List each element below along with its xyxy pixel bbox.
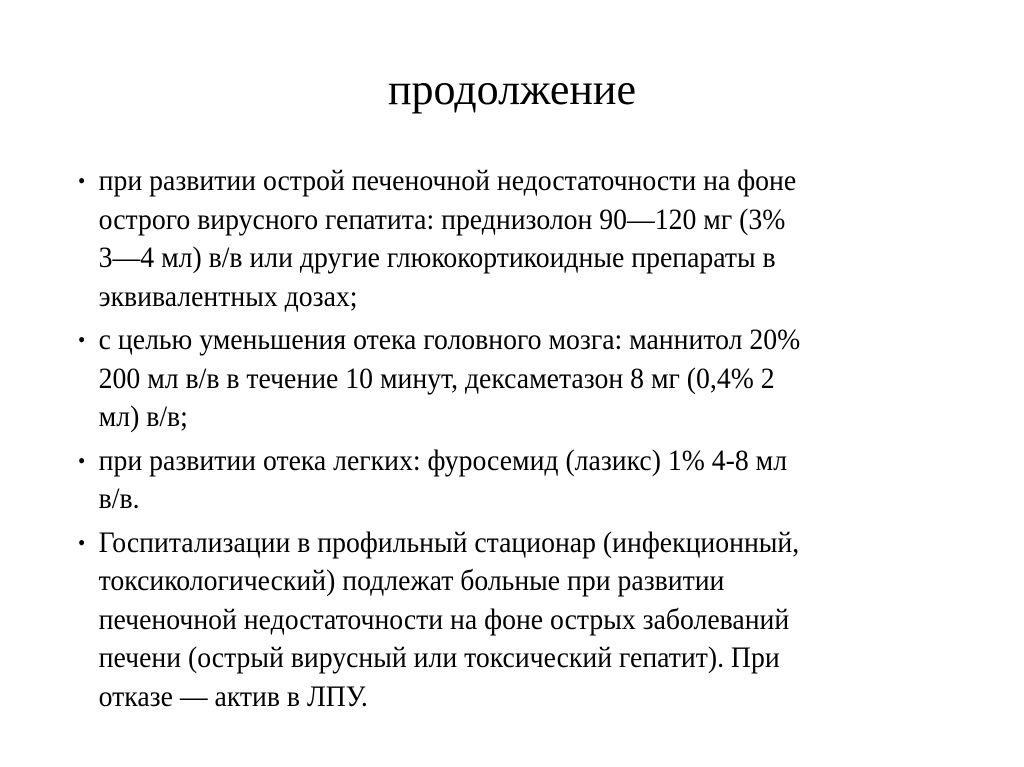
bullet-line: Госпитализации в профильный стационар (инфекционный, [98, 526, 800, 559]
bullet-list [78, 162, 978, 721]
bullet-icon: • [78, 529, 86, 555]
bullet-line: в/в. [98, 483, 140, 515]
bullet-line: печени (острый вирусный или токсический гепатит). При [98, 642, 780, 674]
bullet-line: острого вирусного гепатита: преднизолон 90—120 мг (3% [98, 203, 786, 236]
bullet-line: при развитии острой печеночной недостаточности на фоне [98, 165, 797, 197]
bullet-icon: • [78, 447, 86, 473]
bullet-line: с целью уменьшения отека головного мозга: маннитол 20% [98, 324, 801, 356]
bullet-icon: • [78, 168, 86, 193]
slide-title: продолжение [387, 65, 636, 114]
bullet-line: отказе — актив в ЛПУ. [98, 680, 368, 713]
bullet-item-2 [78, 321, 992, 437]
bullet-item-4 [78, 524, 992, 717]
bullet-item-1 [78, 162, 992, 316]
bullet-line: мл) в/в; [98, 401, 188, 433]
bullet-line: 200 мл в/в в течение 10 минут, дексаметазон 8 мг (0,4% 2 [98, 362, 775, 395]
bullet-line: эквивалентных дозах; [98, 280, 358, 313]
bullet-line: при развитии отека легких: фуросемид (лазикс) 1% 4-8 мл [98, 444, 788, 477]
bullet-line: 3—4 мл) в/в или другие глюкокортикоидные препараты в [98, 242, 776, 274]
bullet-item-3 [78, 442, 992, 519]
bullet-line: токсикологический) подлежат больные при развитии [98, 565, 725, 597]
bullet-icon: • [78, 327, 86, 352]
bullet-line: печеночной недостаточности на фоне острых заболеваний [98, 603, 790, 636]
